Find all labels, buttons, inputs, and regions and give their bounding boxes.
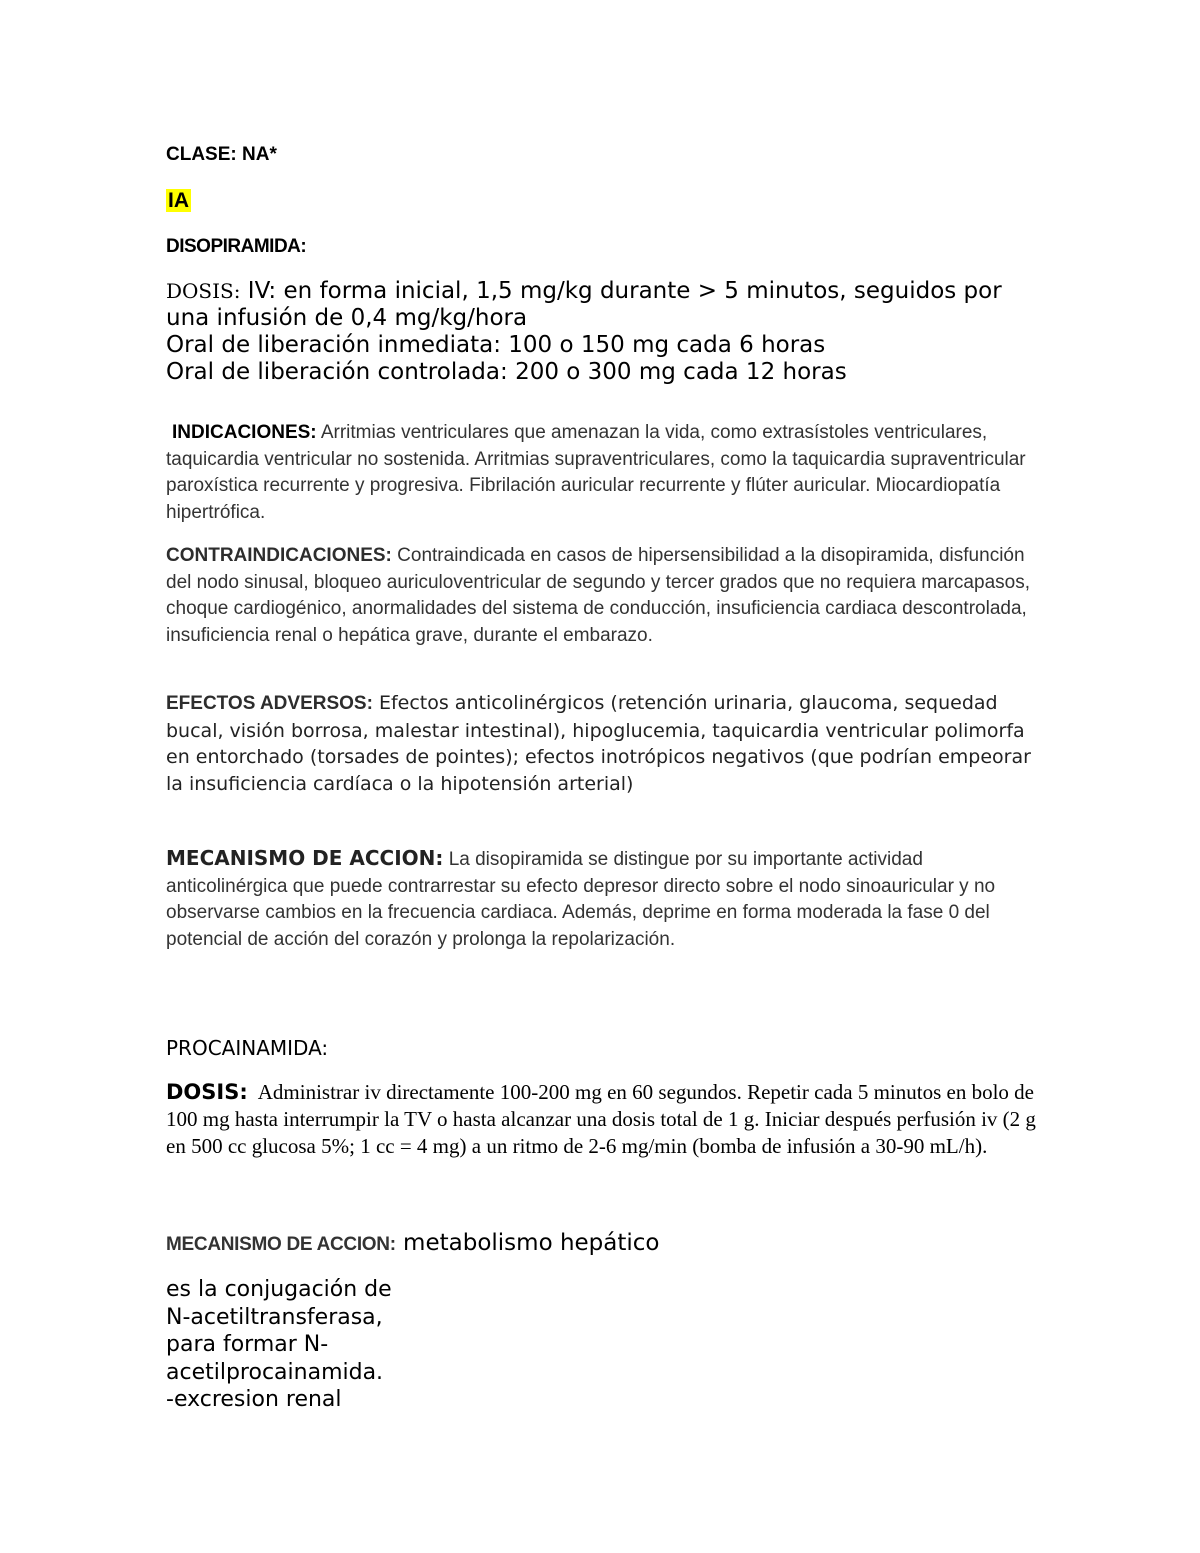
clase-heading: CLASE: NA* <box>166 144 277 165</box>
metabolismo-line: -excresion renal <box>166 1387 342 1412</box>
procainamida-mecanismo-text: metabolismo hepático <box>395 1230 660 1256</box>
procainamida-dosis <box>166 1079 1046 1160</box>
contraindicaciones-text: Contraindicada en casos de hipersensibilidad a la disopiramida, disfunción del nodo sinusal, bloqueo auriculoventricular de segundo y tercer grados que no requiera marcapasos, choque cardiogénico, anormalidades del sistema de conducción, insuficiencia cardiaca descontrolada, insuficiencia renal o hepática grave, durante el embarazo. <box>166 545 1030 646</box>
disopiramida-dosis-text: IV: en forma inicial, 1,5 mg/kg durante > 5 minutos, seguidos por una infusión de 0,4 mg/kg/hora <box>166 278 1002 331</box>
class-ia-heading <box>166 189 1046 213</box>
disopiramida-title: DISOPIRAMIDA: <box>166 236 307 257</box>
disopiramida-indicaciones <box>166 420 1046 526</box>
procainamida-mecanismo <box>166 1230 1046 1256</box>
procainamida-mecanismo-label: MECANISMO DE ACCION: <box>166 1234 396 1255</box>
disopiramida-contraindicaciones <box>166 543 1046 649</box>
procainamida-title: PROCAINAMIDA: <box>166 1036 329 1060</box>
efectos-adversos-text: Efectos anticolinérgicos (retención urinaria, glaucoma, sequedad bucal, visión borrosa, malestar intestinal), hipoglucemia, taquicardia ventricular polimorfa en entorchado (torsades de pointes); efectos inotrópicos negativos (que podrían empeorar la insuficiencia cardíaca o la hipotensión arterial) <box>166 692 1031 795</box>
disopiramida-dosis-paragraph <box>166 278 1046 332</box>
class-ia-highlight: IA <box>168 189 189 212</box>
mecanismo-label: MECANISMO DE ACCION: <box>166 846 444 870</box>
disopiramida-dosis-section <box>166 278 1046 386</box>
procainamida-dosis-label: DOSIS: <box>166 1080 248 1104</box>
procainamida-metabolismo <box>166 1276 566 1414</box>
disopiramida-dosis-label: DOSIS: <box>166 279 241 303</box>
indicaciones-label: INDICACIONES: <box>172 422 317 443</box>
disopiramida-oral-inmediata: Oral de liberación inmediata: 100 o 150 mg cada 6 horas <box>166 332 826 358</box>
metabolismo-line: para formar N- <box>166 1332 329 1357</box>
efectos-adversos-label: EFECTOS ADVERSOS: <box>166 693 373 714</box>
metabolismo-line: acetilprocainamida. <box>166 1359 384 1385</box>
disopiramida-oral-controlada: Oral de liberación controlada: 200 o 300 mg cada 12 horas <box>166 359 847 385</box>
indicaciones-text: Arritmias ventriculares que amenazan la vida, como extrasístoles ventriculares, taquicardia ventricular no sostenida. Arritmias supraventriculares, como la taquicardia supraventricular paroxística recurrente y progresiva. Fibrilación auricular recurrente y flúter auricular. Miocardiopatía hipertrófica. <box>166 422 1026 523</box>
disopiramida-mecanismo <box>166 845 1046 953</box>
mecanismo-text: La disopiramida se distingue por su importante actividad anticolinérgica que puede contrarrestar su efecto depresor directo sobre el nodo sinoauricular y no observarse cambios en la frecuencia cardiaca. Además, deprime en forma moderada la fase 0 del potencial de acción del corazón y prolonga la repolarización. <box>166 849 996 950</box>
procainamida-dosis-text: Administrar iv directamente 100-200 mg en 60 segundos. Repetir cada 5 minutos en bolo de 100 mg hasta interrumpir la TV o hasta alcanzar una dosis total de 1 g. Iniciar después perfusión iv (2 g en 500 cc glucosa 5%; 1 cc = 4 mg) a un ritmo de 2-6 mg/min (bomba de infusión a 30-90 mL/h). <box>166 1080 1036 1158</box>
metabolismo-line: N-acetiltransferasa, <box>166 1304 383 1330</box>
contraindicaciones-label: CONTRAINDICACIONES: <box>166 545 392 566</box>
metabolismo-line: es la conjugación de <box>166 1277 392 1302</box>
disopiramida-efectos-adversos <box>166 690 1046 797</box>
